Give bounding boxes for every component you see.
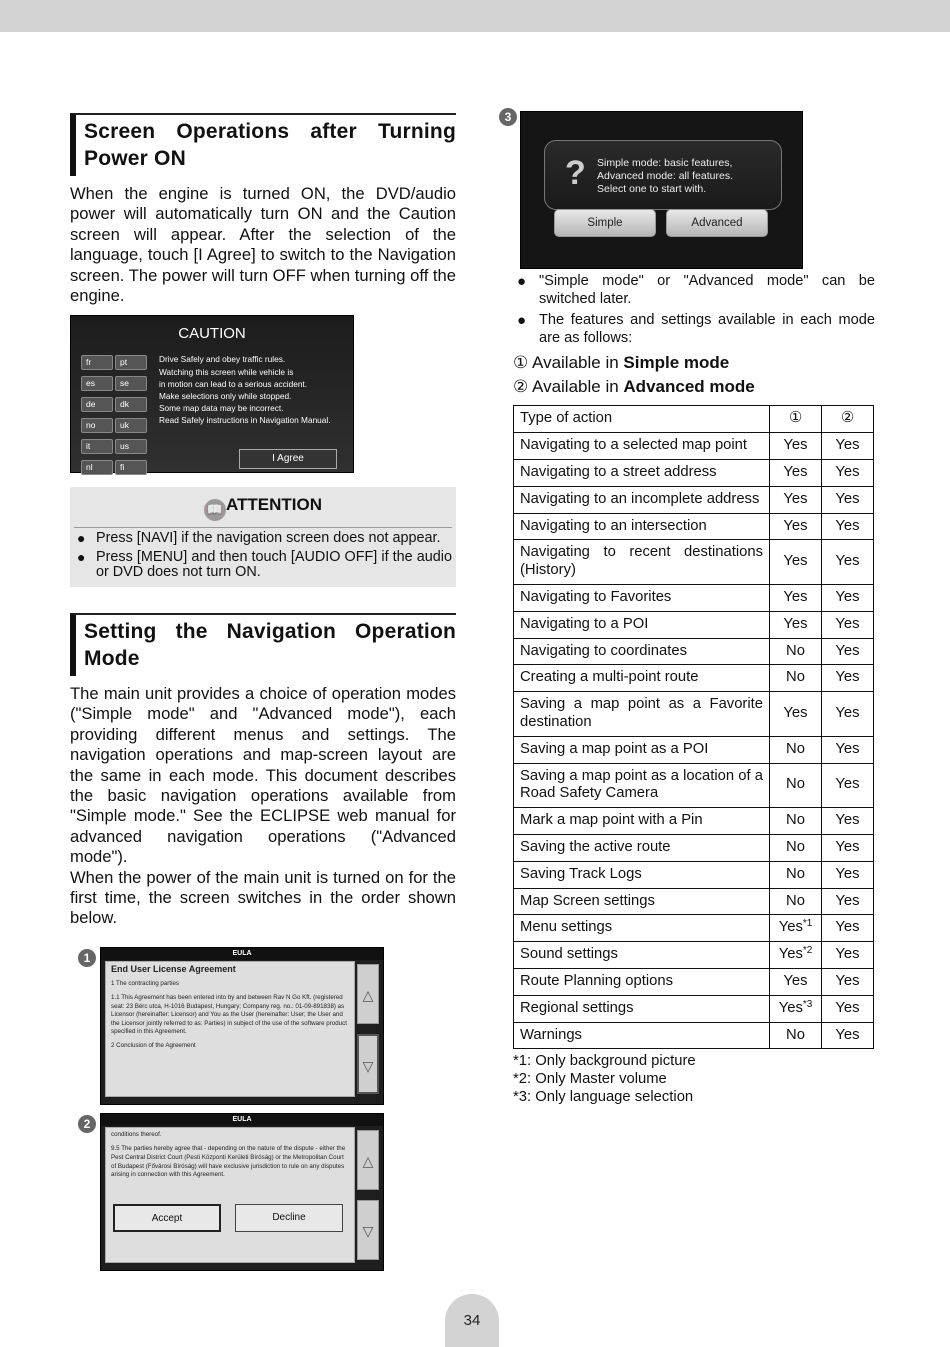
action-cell: Navigating to an incomplete address (514, 486, 770, 513)
simple-value: Yes (783, 463, 808, 480)
table-row (514, 459, 874, 486)
simple-value: No (786, 1026, 805, 1043)
action-cell: Warnings (514, 1022, 770, 1049)
mode-line: Advanced mode: all features. (597, 170, 733, 182)
table-row (514, 995, 874, 1022)
step-number-3: 3 (499, 108, 517, 126)
eula-paragraph: 1.1 This Agreement has been entered into by and between Rav N Go Kft. (registered seat: 23 Bérc utca, H-1016 Budapest, Hungary; Company reg. no.: 01-09-891838) as Licensor (hereinafter: Licensor) and You as the User (hereinafter: User; the User and the Licensor jointly referred to as: Parties) in subject of the use of the software product specified in this Agreement. (111, 994, 347, 1036)
caution-text (159, 353, 331, 426)
note-bullet-1: ● "Simple mode" or "Advanced mode" can be switched later. (513, 273, 875, 308)
simple-value: No (786, 865, 805, 882)
eula-heading: End User License Agreement (111, 963, 236, 974)
simple-cell (770, 433, 822, 460)
i-agree-button: I Agree (239, 449, 337, 469)
eula-paragraph: 9.5 The parties hereby agree that - depending on the nature of the dispute - either the Pest Central District Court (Pesti Központi Kerületi Bíróság) or the Metropolitan Court of Budapest (Fővárosi Bíróság) will have exclusive jurisdiction to rule on any disputes arising in connection with this Agreement. (111, 1145, 346, 1179)
simple-cell (770, 808, 822, 835)
simple-value: No (786, 642, 805, 659)
caution-screen-image (70, 315, 354, 473)
language-button: no (81, 418, 113, 433)
action-cell: Sound settings (514, 942, 770, 969)
eula-screen-1 (100, 947, 384, 1105)
scroll-down-icon: ▽ (357, 1200, 379, 1260)
simple-value: No (786, 776, 805, 793)
header-cell: Type of action (514, 406, 770, 433)
action-cell: Route Planning options (514, 968, 770, 995)
mode-screen-image (520, 111, 803, 269)
advanced-cell: Yes (822, 1022, 874, 1049)
simple-cell (770, 763, 822, 808)
simple-cell (770, 888, 822, 915)
attention-label: ATTENTION (225, 495, 322, 515)
action-cell: Navigating to a selected map point (514, 433, 770, 460)
simple-value: Yes (783, 490, 808, 507)
header-cell: ② (822, 406, 874, 433)
language-button: us (115, 439, 147, 454)
legend-text: Available in (532, 377, 624, 397)
advanced-cell: Yes (822, 513, 874, 540)
advanced-cell: Yes (822, 942, 874, 969)
table-row (514, 861, 874, 888)
action-cell: Regional settings (514, 995, 770, 1022)
language-button: de (81, 397, 113, 412)
advanced-cell: Yes (822, 888, 874, 915)
attention-item: ● Press [NAVI] if the navigation screen does not appear. (74, 531, 452, 547)
simple-cell (770, 915, 822, 942)
table-row (514, 638, 874, 665)
legend-simple (513, 351, 875, 375)
simple-value: No (786, 812, 805, 829)
section-heading-operation-mode (70, 613, 456, 676)
legend-text: Available in (532, 353, 624, 373)
action-cell: Navigating to coordinates (514, 638, 770, 665)
table-row (514, 513, 874, 540)
page-number: 34 (445, 1294, 499, 1347)
eula-screens (70, 947, 456, 1277)
simple-value: Yes (778, 946, 803, 963)
top-bar (0, 0, 950, 32)
note-bullet-2: ● The features and settings available in each mode are as follows: (513, 312, 875, 347)
table-row (514, 942, 874, 969)
caution-line: Watching this screen while vehicle is (159, 366, 294, 377)
legend-mark: ② (513, 377, 529, 397)
action-cell: Navigating to a street address (514, 459, 770, 486)
advanced-cell: Yes (822, 486, 874, 513)
eula-text-2 (105, 1127, 355, 1263)
footnote-ref: *2 (802, 945, 813, 957)
action-cell: Saving a map point as a location of a Road Safety Camera (514, 763, 770, 808)
language-button: es (81, 376, 113, 391)
legend-bold: Advanced mode (623, 377, 755, 397)
advanced-cell: Yes (822, 834, 874, 861)
advanced-cell: Yes (822, 611, 874, 638)
caution-line: Drive Safely and obey traffic rules. (159, 354, 286, 365)
language-button: nl (81, 460, 113, 475)
table-row (514, 665, 874, 692)
simple-cell (770, 459, 822, 486)
eula-paragraph: 1 The contracting parties (111, 980, 179, 988)
language-button: se (115, 376, 147, 391)
eula-paragraph: conditions thereof. (111, 1130, 162, 1138)
header-cell: ① (770, 406, 822, 433)
table-row (514, 1022, 874, 1049)
action-cell: Navigating to an intersection (514, 513, 770, 540)
action-cell: Saving a map point as a Favorite destination (514, 692, 770, 737)
legend-advanced (513, 375, 875, 399)
simple-value: No (786, 838, 805, 855)
section-heading-power-on (70, 113, 456, 176)
accept-button: Accept (113, 1204, 221, 1232)
mode-line: Simple mode: basic features, (597, 157, 733, 169)
simple-cell (770, 736, 822, 763)
footnote: *1: Only background picture (513, 1053, 696, 1070)
table-row (514, 968, 874, 995)
mode-screen-wrap (504, 108, 875, 268)
language-grid (81, 352, 153, 478)
advanced-cell: Yes (822, 459, 874, 486)
table-row (514, 915, 874, 942)
simple-value: No (786, 740, 805, 757)
action-cell: Navigating to recent destinations (History) (514, 540, 770, 585)
left-column (70, 113, 456, 1277)
table-header-row (514, 406, 874, 433)
table-row (514, 692, 874, 737)
attention-box (70, 487, 456, 587)
advanced-cell: Yes (822, 915, 874, 942)
action-cell: Map Screen settings (514, 888, 770, 915)
action-cell: Saving Track Logs (514, 861, 770, 888)
advanced-cell: Yes (822, 808, 874, 835)
simple-value: Yes (783, 705, 808, 722)
caution-title: CAUTION (178, 325, 246, 343)
attention-item: ● Press [MENU] and then touch [AUDIO OFF] if the audio or DVD does not turn ON. (74, 550, 452, 581)
simple-cell (770, 834, 822, 861)
simple-value: Yes (783, 553, 808, 570)
table-row (514, 834, 874, 861)
simple-cell (770, 638, 822, 665)
simple-value: Yes (778, 919, 803, 936)
language-button: pt (115, 355, 147, 370)
caution-line: Make selections only while stopped. (159, 391, 292, 402)
table-row (514, 808, 874, 835)
advanced-cell: Yes (822, 433, 874, 460)
simple-cell (770, 1022, 822, 1049)
attention-title (74, 493, 452, 528)
simple-value: No (786, 669, 805, 686)
table-body (514, 433, 874, 1049)
simple-value: Yes (783, 588, 808, 605)
simple-cell (770, 968, 822, 995)
eula-paragraph: 2 Conclusion of the Agreement (111, 1041, 196, 1049)
step-number-2: 2 (78, 1115, 96, 1133)
simple-cell (770, 486, 822, 513)
advanced-cell: Yes (822, 638, 874, 665)
simple-cell (770, 611, 822, 638)
scroll-up-icon: △ (357, 1130, 379, 1190)
advanced-cell: Yes (822, 861, 874, 888)
footnote-ref: *1 (802, 918, 813, 930)
action-cell: Creating a multi-point route (514, 665, 770, 692)
mode-line: Select one to start with. (597, 183, 707, 195)
advanced-cell: Yes (822, 665, 874, 692)
decline-button: Decline (235, 1204, 343, 1232)
heading-line: Setting the Navigation Operation (84, 619, 456, 643)
table-row (514, 888, 874, 915)
right-column (504, 108, 875, 1106)
footnotes (513, 1052, 875, 1106)
simple-value: Yes (783, 437, 808, 454)
advanced-cell: Yes (822, 736, 874, 763)
footnote-ref: *3 (802, 998, 813, 1010)
simple-cell (770, 584, 822, 611)
simple-value: Yes (783, 615, 808, 632)
heading-line: Screen Operations after Turning (84, 120, 456, 143)
heading-line: Mode (84, 646, 140, 670)
simple-cell (770, 513, 822, 540)
action-cell: Saving the active route (514, 834, 770, 861)
simple-cell (770, 540, 822, 585)
caution-line: in motion can lead to a serious accident. (159, 378, 308, 389)
advanced-cell: Yes (822, 968, 874, 995)
advanced-cell: Yes (822, 692, 874, 737)
first-power-on-paragraph: When the power of the main unit is turned on for the first time, the screen switches in the order shown below. (70, 867, 456, 928)
advanced-cell: Yes (822, 540, 874, 585)
scroll-down-icon: ▽ (357, 1034, 379, 1094)
language-button: dk (115, 397, 147, 412)
language-button: it (81, 439, 113, 454)
eula-bar: EULA (101, 948, 383, 960)
legend-mark: ① (513, 353, 529, 373)
legend-bold: Simple mode (623, 353, 730, 373)
footnote: *3: Only language selection (513, 1089, 694, 1106)
simple-cell (770, 942, 822, 969)
question-icon: ? (565, 154, 586, 192)
heading-line: Power ON (84, 147, 186, 170)
action-cell: Mark a map point with a Pin (514, 808, 770, 835)
table-row (514, 540, 874, 585)
footnote: *2: Only Master volume (513, 1071, 667, 1088)
action-cell: Navigating to a POI (514, 611, 770, 638)
simple-cell (770, 995, 822, 1022)
operation-mode-paragraph: The main unit provides a choice of operation modes ("Simple mode" and "Advanced mode"), each providing different menus and settings. The navigation operations and map-screen layout are the same in each mode. This document describes the basic navigation operations available from "Simple mode." See the ECLIPSE web manual for advanced navigation operations ("Advanced mode"). (70, 683, 456, 867)
advanced-cell: Yes (822, 584, 874, 611)
simple-value: Yes (778, 999, 803, 1016)
table-row (514, 486, 874, 513)
table-row (514, 584, 874, 611)
table-row (514, 736, 874, 763)
table-row (514, 611, 874, 638)
language-button: uk (115, 418, 147, 433)
advanced-cell: Yes (822, 763, 874, 808)
eula-screen-2 (100, 1113, 384, 1271)
simple-value: Yes (783, 517, 808, 534)
simple-cell (770, 861, 822, 888)
step-number-1: 1 (78, 949, 96, 967)
action-cell: Saving a map point as a POI (514, 736, 770, 763)
language-button: fr (81, 355, 113, 370)
simple-button: Simple (554, 209, 656, 237)
simple-value: No (786, 892, 805, 909)
advanced-cell: Yes (822, 995, 874, 1022)
table-row (514, 763, 874, 808)
simple-value: Yes (783, 972, 808, 989)
language-button: fi (115, 460, 147, 475)
book-icon: 📖 (204, 499, 226, 521)
caution-line: Some map data may be incorrect. (159, 403, 284, 414)
scroll-up-icon: △ (357, 964, 379, 1024)
action-cell: Menu settings (514, 915, 770, 942)
table-row (514, 433, 874, 460)
simple-cell (770, 665, 822, 692)
simple-cell (770, 692, 822, 737)
eula-text-1 (105, 961, 355, 1097)
mode-features-table (513, 405, 874, 1049)
advanced-button: Advanced (666, 209, 768, 237)
power-on-paragraph: When the engine is turned ON, the DVD/audio power will automatically turn ON and the Caution screen will appear. After the selection of the language, touch [I Agree] to switch to the Navigation screen. The power will turn OFF when turning off the engine. (70, 184, 456, 306)
action-cell: Navigating to Favorites (514, 584, 770, 611)
eula-bar: EULA (101, 1114, 383, 1126)
mode-message (597, 157, 733, 196)
caution-line: Read Safely instructions in Navigation Manual. (159, 415, 331, 426)
